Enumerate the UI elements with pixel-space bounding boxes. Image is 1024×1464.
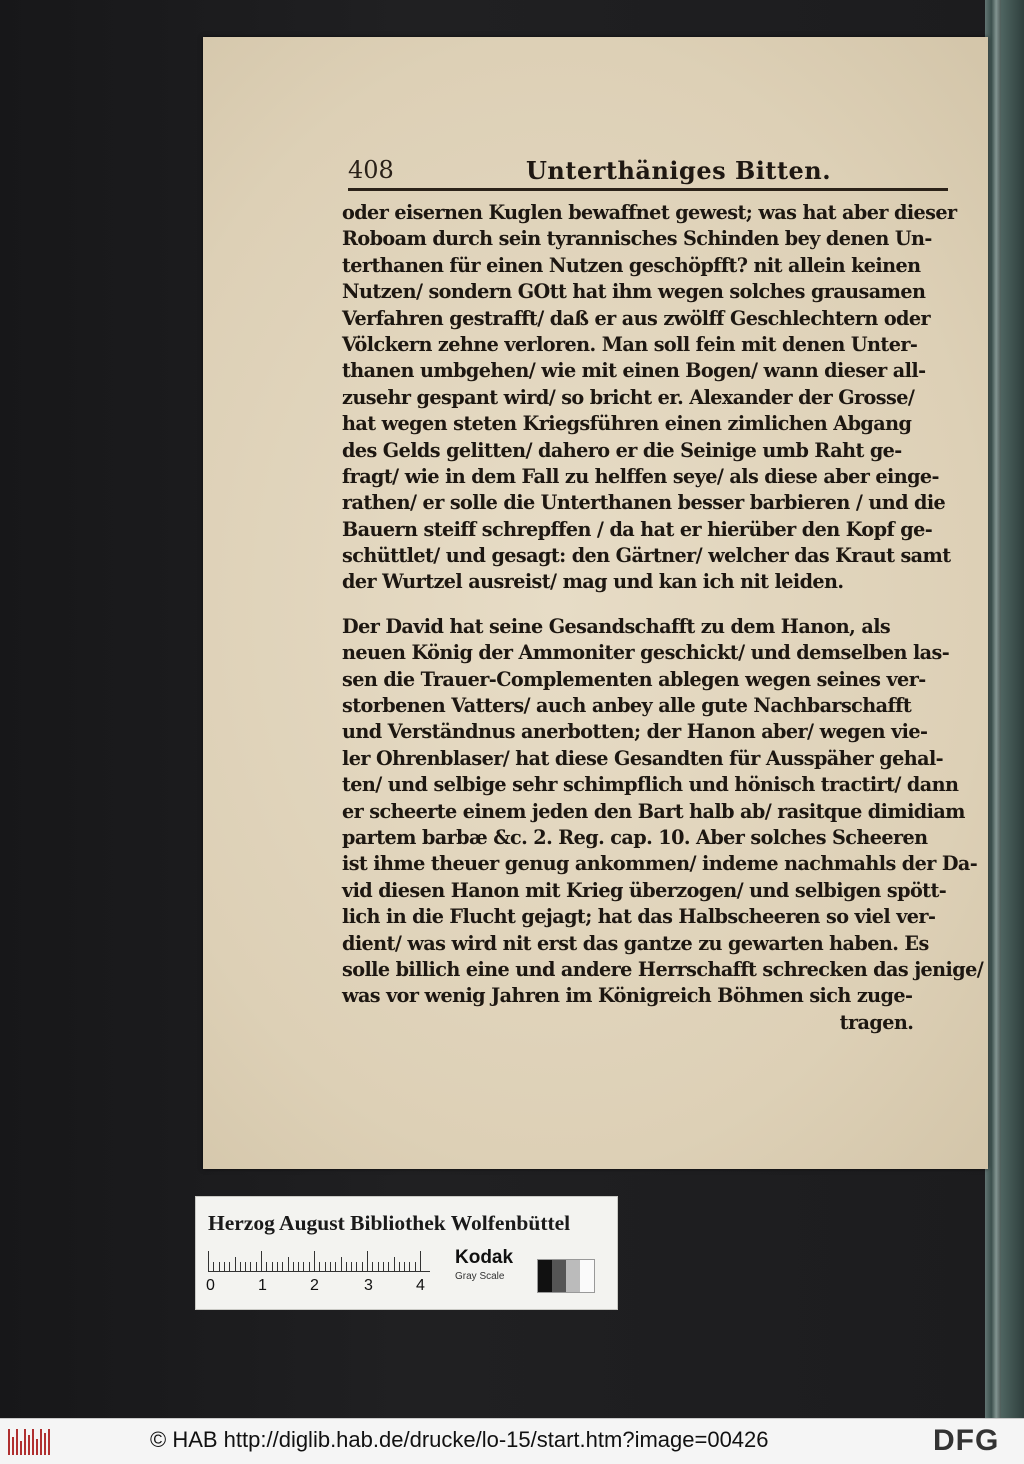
ruler-label: 4 — [416, 1277, 425, 1294]
ruler-label: 0 — [206, 1277, 215, 1294]
ruler-tick — [415, 1262, 416, 1271]
page-header — [348, 150, 948, 190]
ruler-tick — [378, 1262, 379, 1271]
ruler-tick — [399, 1262, 400, 1271]
ruler-tick — [235, 1257, 236, 1271]
text-line: ist ihme theuer genug ankommen/ indeme nachmahls der Da- — [342, 852, 978, 876]
glass-plate-side — [1001, 0, 1024, 1418]
ruler-tick — [330, 1262, 331, 1271]
ruler-tick — [314, 1251, 315, 1271]
ruler-tick — [298, 1262, 299, 1271]
gray-patch-black — [538, 1260, 552, 1292]
gray-patch-white — [580, 1260, 594, 1292]
ruler-tick — [351, 1262, 352, 1271]
text-line: thanen umbgehen/ wie mit einen Bogen/ wann dieser all- — [342, 359, 926, 383]
ruler-tick — [309, 1262, 310, 1271]
ruler-tick — [250, 1262, 251, 1271]
gray-patches — [537, 1259, 595, 1293]
gray-scale-label: Gray Scale — [455, 1271, 505, 1282]
text-line: er scheerte einem jeden den Bart halb ab/ rasitque dimidiam — [342, 799, 965, 823]
ruler-tick — [245, 1262, 246, 1271]
ruler-tick — [208, 1251, 209, 1271]
text-line: vid diesen Hanon mit Krieg überzogen/ und selbigen spött- — [342, 878, 947, 902]
text-line: Der David hat seine Gesandschafft zu dem Hanon, als — [342, 614, 891, 638]
ruler-tick — [335, 1262, 336, 1271]
hab-barcode-icon — [8, 1429, 50, 1455]
ruler-tick — [362, 1262, 363, 1271]
ruler-tick — [346, 1262, 347, 1271]
ruler-tick — [240, 1262, 241, 1271]
text-line: oder eisernen Kuglen bewaffnet gewest; was hat aber dieser — [342, 201, 957, 224]
viewer-footer — [0, 1418, 1024, 1464]
paragraph-2 — [342, 614, 984, 1036]
ruler-tick — [341, 1257, 342, 1271]
ruler-tick — [420, 1251, 421, 1271]
text-line: der Wurtzel ausreist/ mag und kan ich nit leiden. — [342, 570, 844, 594]
ruler-tick — [388, 1262, 389, 1271]
text-line: storbenen Vatters/ auch anbey alle gute Nachbarschafft — [342, 694, 912, 718]
ruler-tick — [272, 1262, 273, 1271]
text-line: rathen/ er solle die Unterthanen besser barbieren / und die — [342, 491, 946, 515]
text-line: solle billich eine und andere Herrschafft schrecken das jenige/ — [342, 957, 984, 981]
text-line: terthanen für einen Nutzen geschöpfft? nit allein keinen — [342, 253, 921, 277]
ruler-label: 1 — [258, 1277, 267, 1294]
ruler-tick — [325, 1262, 326, 1271]
text-line: Völckern zehne verloren. Man soll fein mit denen Unter- — [342, 332, 918, 356]
text-line: dient/ was wird nit erst das gantze zu gewarten haben. Es — [342, 931, 929, 955]
ruler-tick — [266, 1262, 267, 1271]
ruler-tick — [224, 1262, 225, 1271]
text-line: hat wegen steten Kriegsführen einen zimlichen Abgang — [342, 412, 912, 436]
ruler-tick — [261, 1251, 262, 1271]
ruler-tick — [372, 1262, 373, 1271]
text-line: zusehr gespant wird/ so bricht er. Alexander der Grosse/ — [342, 385, 915, 409]
ruler-tick — [219, 1262, 220, 1271]
gray-patch-mid — [566, 1260, 580, 1292]
ruler-tick — [288, 1257, 289, 1271]
text-line: was vor wenig Jahren im Königreich Böhmen sich zuge- — [342, 984, 913, 1008]
text-line: partem barbæ &c. 2. Reg. cap. 10. Aber solches Scheeren — [342, 825, 928, 849]
ruler-tick — [282, 1262, 283, 1271]
library-name: Herzog August Bibliothek Wolfenbüttel — [208, 1211, 571, 1235]
paragraph-1 — [342, 200, 957, 596]
body-text — [342, 200, 984, 1036]
text-line: fragt/ wie in dem Fall zu helffen seye/ als diese aber einge- — [342, 464, 939, 488]
ruler-tick — [394, 1257, 395, 1271]
ruler-tick — [213, 1262, 214, 1271]
text-line: schüttlet/ und gesagt: den Gärtner/ welcher das Kraut samt — [342, 544, 951, 568]
paragraph-gap — [342, 596, 933, 614]
text-line: Bauern steiff schrepffen / da hat er hierüber den Kopf ge- — [342, 517, 933, 541]
ruler-tick — [319, 1262, 320, 1271]
page-number: 408 — [348, 156, 394, 184]
ruler-tick — [303, 1262, 304, 1271]
kodak-logo: Kodak — [455, 1247, 514, 1268]
dfg-logo[interactable]: DFG — [933, 1424, 1000, 1457]
ruler-tick — [293, 1262, 294, 1271]
citation-link[interactable]: © HAB http://diglib.hab.de/drucke/lo-15/start.htm?image=00426 — [150, 1427, 769, 1452]
running-title: Unterthäniges Bitten. — [526, 156, 832, 185]
ruler-tick — [404, 1262, 405, 1271]
text-line: und Verständnus anerbotten; der Hanon aber/ wegen vie- — [342, 720, 928, 744]
header-rule — [348, 188, 948, 191]
text-line: Verfahren gestrafft/ daß er aus zwölff Geschlechtern oder — [342, 306, 931, 330]
ruler-label: 3 — [364, 1277, 373, 1294]
text-line: lich in die Flucht gejagt; hat das Halbscheeren so viel ver- — [342, 905, 936, 929]
text-line: ten/ und selbige sehr schimpflich und hönisch tractirt/ dann — [342, 773, 959, 797]
ruler-tick — [383, 1262, 384, 1271]
ruler-label: 2 — [310, 1277, 319, 1294]
ruler-tick — [277, 1262, 278, 1271]
text-line: Roboam durch sein tyrannisches Schinden bey denen Un- — [342, 227, 932, 251]
ruler-tick — [229, 1262, 230, 1271]
text-line: sen die Trauer-Complementen ablegen wegen seines ver- — [342, 667, 926, 691]
catchword: tragen. — [839, 1010, 914, 1034]
text-line: des Gelds gelitten/ dahero er die Seinige umb Raht ge- — [342, 438, 902, 462]
text-line: neuen König der Ammoniter geschickt/ und demselben las- — [342, 641, 950, 665]
ruler-tick — [256, 1262, 257, 1271]
scale-ruler — [208, 1249, 430, 1272]
text-line: Nutzen/ sondern GOtt hat ihm wegen solches grausamen — [342, 280, 926, 304]
ruler-tick — [367, 1251, 368, 1271]
ruler-tick — [409, 1262, 410, 1271]
text-line: ler Ohrenblaser/ hat diese Gesandten für Ausspäher gehal- — [342, 746, 944, 770]
gray-patch-dark — [552, 1260, 566, 1292]
color-target-card — [195, 1196, 618, 1310]
ruler-tick — [356, 1262, 357, 1271]
